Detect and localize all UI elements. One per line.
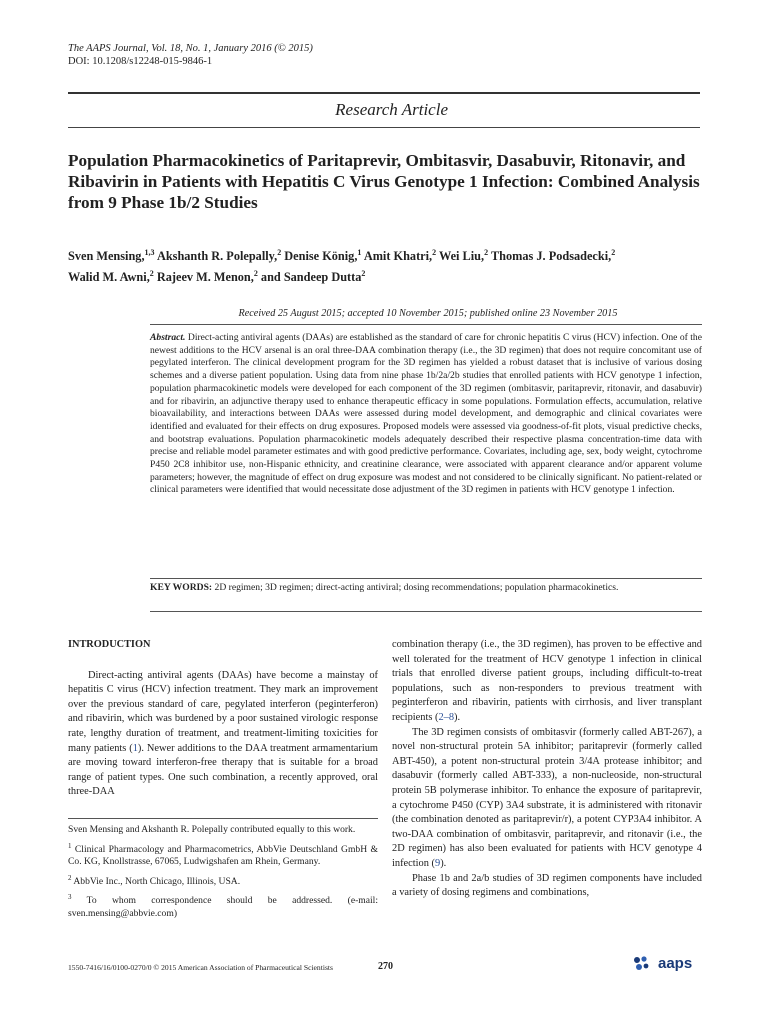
- author: Akshanth R. Polepally,$^2$: [156, 248, 282, 264]
- author-list: [68, 244, 708, 286]
- abstract-label: Abstract.: [150, 332, 186, 343]
- abstract: [150, 332, 702, 497]
- citation-link[interactable]: 9: [435, 857, 441, 869]
- author: Denise König,$^1$: [284, 248, 362, 264]
- journal-header: [68, 42, 313, 68]
- footnotes: [68, 824, 378, 924]
- author: Wei Liu,$^2$: [438, 248, 489, 264]
- section-heading: INTRODUCTION: [68, 639, 151, 650]
- author: Walid M. Awni,$^2$: [68, 269, 154, 285]
- left-column: [68, 638, 378, 800]
- doi: DOI: 10.1208/s12248-015-9846-1: [68, 56, 213, 67]
- keywords-bottom-rule: [150, 611, 702, 612]
- article-type: Research Article: [335, 100, 448, 119]
- author: Thomas J. Podsadecki,$^2$: [490, 248, 616, 264]
- paper-title: Population Pharmacokinetics of Paritaprevir, Ombitasvir, Dasabuvir, Ritonavir, and Ribavirin in Patients with Hepatitis C Virus Genotype 1 Infection: Combined Analysis from 9 Phase 1b/2 Studies: [68, 151, 700, 212]
- footnote-equal: Sven Mensing and Akshanth R. Polepally contributed equally to this work.: [68, 824, 356, 835]
- citation-link[interactable]: 2–8: [438, 711, 455, 723]
- aaps-logo: [632, 955, 702, 975]
- journal-line: The AAPS Journal, Vol. 18, No. 1, January 2016 (© 2015): [68, 43, 313, 54]
- top-rule: [68, 92, 700, 94]
- author: Sven Mensing,$^{1,3}$: [68, 248, 155, 264]
- keywords: [150, 582, 702, 595]
- footnote-affil-1: $^1$ Clinical Pharmacology and Pharmacometrics, AbbVie Deutschland GmbH & Co. KG, Knollstrasse, 67065, Ludwigshafen am Rhein, Germany.: [68, 841, 378, 868]
- paragraph: Direct-acting antiviral agents (DAAs) have become a mainstay of hepatitis C virus (HCV) infection treatment. They mark an improvement over the previous standard of care, pegylated interferon (peginterferon) and ribavirin, which was burdened by a poor sustained virologic response rate, lengthy duration of treatment, and treatment-limiting toxicities for many patients (1). Newer additions to the DAA treatment armamentarium are moving toward interferon-free therapy that is suitable for a broad range of patient types. One such combination, a recently approved, oral three-DAA: [68, 669, 378, 798]
- abstract-text: Direct-acting antiviral agents (DAAs) are established as the standard of care for chronic hepatitis C virus (HCV) infection. One of the newest additions to the HCV arsenal is an oral three-DAA combination therapy (i.e., the 3D regimen) that does not require concomitant use of pegylated interferon. The clinical development program for the 3D regimen has yielded a robust dataset that is inclusive of various dosing schemes and a diverse patient population. Using data from nine phase 1b/2a/2b studies that enrolled patients with HCV genotype 1 infection, population pharmacokinetic models were developed for each component of the 3D regimen (ombitasvir, paritaprevir, ritonavir, and dasabuvir) and for ribavirin, an adjunctive therapy used to enhance therapeutic efficacy in some populations. Formulation effects, accumulation, relative bioavailability, and interactions between DAAs were assessed during model development, and demographic and clinical covariates were identified and evaluated for their effects on drug exposures. Proposed models were assessed via goodness-of-fit plots, visual predictive checks, and bootstrap evaluations. Population pharmacokinetic models adequately described their respective plasma concentration-time data with precise and reliable model parameter estimates and with good predictive performance. Covariates, including age, sex, body weight, cytochrome P450 2C8 inhibitor use, non-Hispanic ethnicity, and creatinine clearance, were associated with apparent clearance and/or apparent volume parameters; however, the magnitude of effect on drug exposure was modest and not considered to be clinically significant. No patient-related or clinical parameters were identified that would necessitate dose adjustment of the 3D regimen in patients with HCV genotype 1 infection.: [150, 332, 702, 496]
- footnote-rule: [68, 818, 378, 819]
- right-column: [392, 638, 702, 901]
- abstract-top-rule: [150, 324, 702, 325]
- author: Rajeev M. Menon,$^2$: [156, 269, 258, 285]
- keywords-rule: [150, 578, 702, 579]
- page-number: 270: [378, 961, 393, 972]
- citation-link[interactable]: 1: [132, 742, 138, 754]
- aaps-logo-text: aaps: [658, 955, 693, 972]
- author: and Sandeep Dutta$^2$: [260, 269, 366, 285]
- received-dates: Received 25 August 2015; accepted 10 November 2015; published online 23 November 2015: [238, 308, 618, 319]
- footnote-affil-2: $^2$ AbbVie Inc., North Chicago, Illinois, USA.: [68, 873, 241, 887]
- keywords-text: 2D regimen; 3D regimen; direct-acting antiviral; dosing recommendations; population pharmacokinetics.: [214, 582, 619, 593]
- paragraph: Phase 1b and 2a/b studies of 3D regimen components have included a variety of dosing regimens and combinations,: [392, 872, 702, 899]
- author: Amit Khatri,$^2$: [363, 248, 437, 264]
- aaps-logo-icon: [632, 955, 654, 973]
- paragraph: combination therapy (i.e., the 3D regimen), has proven to be effective and well tolerated for the treatment of HCV genotype 1 infection in clinical trials that enrolled diverse patient groups, including difficult-to-treat populations, such as non-responders to previous treatment with peginterferon and ribavirin, patients with cirrhosis, and liver transplant recipients (2–8).: [392, 639, 702, 723]
- issn-line: 1550-7416/16/0100-0270/0 © 2015 American Association of Pharmaceutical Scientists: [68, 963, 333, 972]
- footnote-correspondence: $^3$ To whom correspondence should be addressed. (e-mail: sven.mensing@abbvie.com): [68, 893, 378, 920]
- keywords-label: KEY WORDS:: [150, 582, 213, 593]
- paragraph: The 3D regimen consists of ombitasvir (formerly called ABT-267), a novel non-structural protein 5A inhibitor; paritaprevir (formerly called ABT-450), a potent non-structural protein 3/4A protease inhibitor; and dasabuvir (formerly called ABT-333), a non-nucleoside, non-structural protein 5B polymerase inhibitor. To enhance the exposure of paritaprevir, a cytochrome P450 (CYP) 3A4 substrate, it is administered with ritonavir (the combination denoted as paritaprevir/r), a potent CYP3A4 inhibitor. A two-DAA combination of ombitasvir, paritaprevir, and ritonavir (i.e., the 2D regimen) has also been evaluated for patients with HCV genotype 4 infection (9).: [392, 726, 702, 869]
- header-rule: [68, 127, 700, 128]
